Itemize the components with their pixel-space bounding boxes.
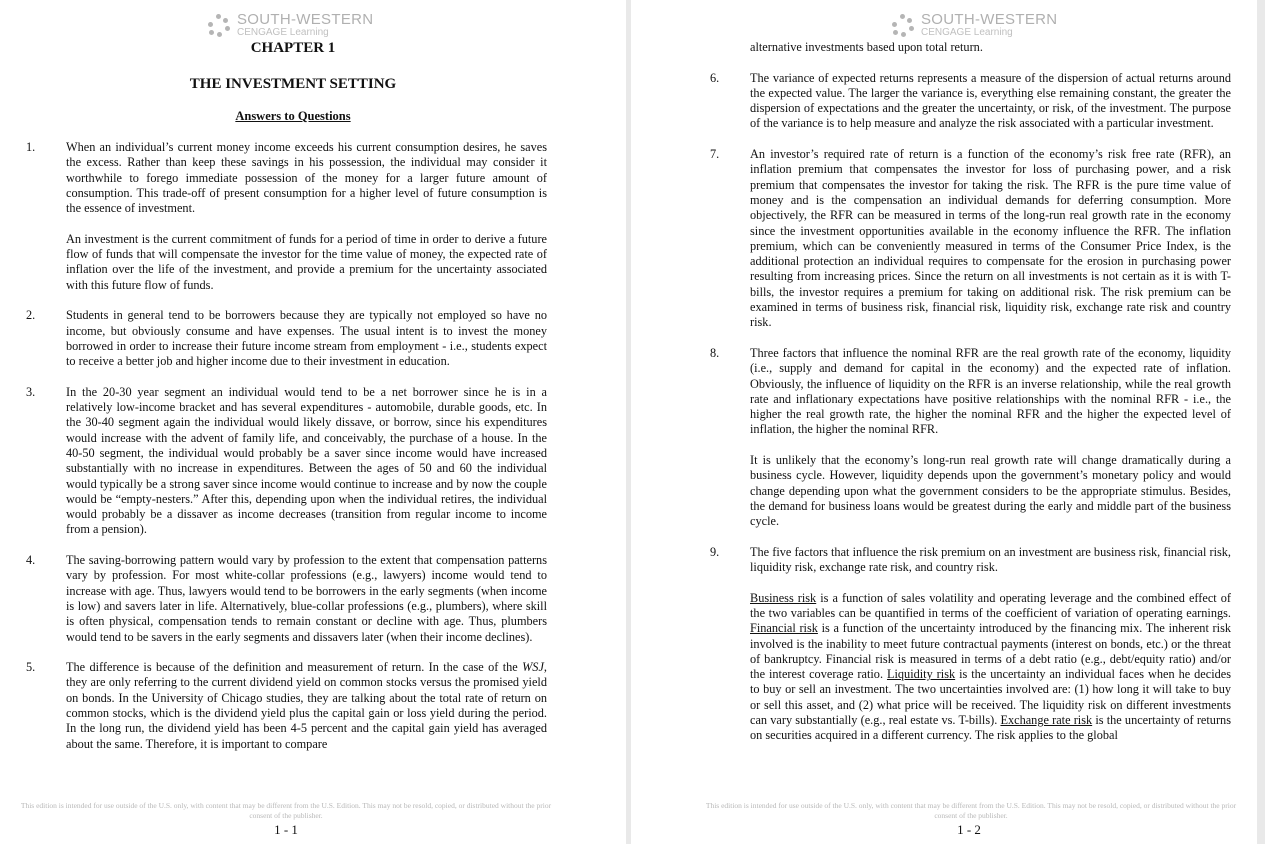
item-number: 6. [710, 70, 720, 85]
answer-item [26, 140, 547, 293]
item-number: 1. [26, 140, 36, 154]
answer-paragraph: An investor’s required rate of return is a function of the economy’s risk free rate (RFR), an inflation premium that compensates the investor for loss of purchasing power, and a risk premium that compensates the investor for taking the risk. The RFR is the pure time value of money and is the compensation an individual demands for deferring consumption. More objectively, the RFR can be measured in terms of the long-run real growth rate in the economy since the investment opportunities available in the economy influence the RFR. The inflation premium, which can be conveniently measured in terms of the Consumer Price Index, is the additional protection an individual requires to compensate for the erosion in purchasing power resulting from increasing prices. Since the return on all investments is not certain as it is with T-bills, the investor requires a premium for taking on additional risk. The risk premium can be examined in terms of business risk, financial risk, liquidity risk, exchange rate risk and country risk. [750, 147, 1231, 330]
answer-item [26, 553, 547, 645]
answer-paragraph: When an individual’s current money income exceeds his current consumption desires, he saves the excess. Rather than keep these savings in his possession, the individual may consider it worthwhile to forego immediate possession of the money for a larger future amount of consumption. This trade-off of present consumption for a higher level of future consumption is the essence of investment. [66, 140, 547, 216]
item-number: 2. [26, 308, 36, 323]
publisher-logo [890, 10, 1057, 40]
item-number: 9. [710, 544, 720, 559]
answer-item [710, 71, 1231, 132]
item-number: 8. [710, 345, 720, 360]
answer-paragraph: An investment is the current commitment of funds for a period of time in order to derive a future flow of funds that will compensate the investor for the time value of money, the expected rate of inflation over the life of the investment, and provide a premium for the uncertainty associated with this future flow of funds. [66, 231, 547, 292]
copyright-notice: This edition is intended for use outside of the U.S. only, with content that may be different from the U.S. Edition. This may not be resold, copied, or distributed without the prior consent of the publisher. [705, 801, 1237, 820]
logo-line-2: CENGAGE Learning [237, 27, 329, 38]
document-page-2 [631, 0, 1257, 844]
item-number: 7. [710, 147, 720, 162]
publication-name: WSJ [522, 660, 544, 675]
text-span: The difference is because of the definition and measurement of return. In the case of the [66, 660, 523, 675]
answer-paragraph: Students in general tend to be borrowers because they are typically not employed so have no income, but obviously consume and have expenses. The usual intent is to invest the money borrowed in order to increase their future income stream from employment - i.e., students expect to receive a better job and higher income due to their investment in education. [66, 308, 547, 369]
publisher-logo [206, 10, 373, 40]
logo-line-1: SOUTH-WESTERN [237, 11, 374, 28]
item-number: 3. [26, 384, 36, 399]
continued-paragraph: alternative investments based upon total return. [750, 40, 983, 54]
logo-mark-icon [206, 12, 232, 38]
answer-paragraph [66, 660, 547, 752]
page-number: 1 - 1 [274, 822, 298, 837]
answer-paragraph: In the 20-30 year segment an individual would tend to be a net borrower since he is in a relatively low-income bracket and has several expenditures - automobile, durable goods, etc. In the 30-40 segment again the individual would likely dissave, or borrow, since his expenditures would increase with the advent of family life, and conceivably, the purchase of a house. In the 40-50 segment, the individual would probably be a saver since income would have increased substantially with no increase in expenditures. Between the ages of 50 and 60 the individual would typically be a strong saver since income would continue to increase and by now the couple would be “empty-nesters.” After this, depending upon when the individual retires, the individual would probably be a dissaver as income decreases (transition from regular income to income from a pension). [66, 384, 547, 537]
answer-paragraph: It is unlikely that the economy’s long-run real growth rate will change dramatically during a business cycle. However, liquidity depends upon the government’s monetary policy and would change depending upon what the government considers to be the appropriate stimulus. Besides, the demand for business loans would be greatest during the early and middle part of the business cycle. [750, 453, 1231, 529]
answer-paragraph: Three factors that influence the nominal RFR are the real growth rate of the economy, liquidity (i.e., supply and demand for capital in the economy) and the expected rate of inflation. Obviously, the influence of liquidity on the RFR is an inverse relationship, while the real growth rate and inflationary expectations have positive relationships with the nominal RFR - i.e., the higher the real growth rate, the higher the nominal RFR and the higher the expected level of inflation, the higher the nominal RFR. [750, 345, 1231, 437]
logo-mark-icon [890, 12, 916, 38]
text-span: is a function of sales volatility and operating leverage and the combined effect of the two variables can be quantified in terms of the coefficient of variation of operating earnings. [750, 590, 1231, 620]
page-2-content [710, 40, 1231, 759]
section-subtitle: Answers to Questions [235, 109, 351, 123]
answer-paragraph: The saving-borrowing pattern would vary by profession to the extent that compensation patterns vary by profession. For most white-collar professions (e.g., lawyers) income would tend to increase with age. Thus, lawyers would tend to be borrowers in the early segments (when income is low) and savers later in life. Alternatively, blue-collar professions (e.g., plumbers), where skill is often physical, compensation tends to remain constant or decline with age. Thus, plumbers would tend to be savers in the early segments and dissavers later (when their income declines). [66, 553, 547, 644]
answer-item [26, 660, 547, 752]
page-1-content [26, 140, 547, 767]
text-span: , they are only referring to the current dividend yield on common stocks versus the promised yield on bonds. In the University of Chicago studies, they are talking about the total rate of return on common stocks, which is the dividend yield plus the capital gain or loss yield during the period. In the long run, the dividend yield has been 4-5 percent and the capital gain yield has averaged about the same. Therefore, it is important to compare [66, 660, 547, 751]
copyright-notice: This edition is intended for use outside of the U.S. only, with content that may be different from the U.S. Edition. This may not be resold, copied, or distributed without the prior consent of the publisher. [20, 801, 552, 820]
answer-item [26, 308, 547, 369]
answer-item [710, 545, 1231, 744]
answer-item [710, 147, 1231, 331]
answer-paragraph [750, 591, 1231, 744]
item-number: 4. [26, 553, 36, 568]
answer-item [26, 385, 547, 538]
logo-line-1: SOUTH-WESTERN [921, 11, 1058, 28]
term-exchange-rate-risk: Exchange rate risk [1000, 713, 1093, 728]
term-business-risk: Business risk [750, 590, 817, 605]
page-number: 1 - 2 [957, 822, 981, 837]
term-financial-risk: Financial risk [750, 621, 818, 636]
text-span: is the uncertainty of returns on securities acquired in a different currency. The risk applies to the global [750, 713, 1231, 743]
item-number: 5. [26, 660, 36, 675]
text-span: is the uncertainty an individual faces when he decides to buy or sell an investment. The two uncertainties involved are: (1) how long it will take to buy or sell this asset, and (2) what price will be received. The liquidity risk on different investments can vary substantially (e.g., real estate vs. T-bills). [750, 667, 1232, 728]
term-liquidity-risk: Liquidity risk [886, 667, 956, 682]
answer-item [710, 346, 1231, 530]
answer-paragraph: The five factors that influence the risk premium on an investment are business risk, financial risk, liquidity risk, exchange rate risk, and country risk. [750, 544, 1231, 575]
chapter-heading: CHAPTER 1 [250, 40, 336, 56]
chapter-title: THE INVESTMENT SETTING [189, 76, 397, 92]
document-page-1 [0, 0, 626, 844]
text-span: is a function of the uncertainty introduced by the financing mix. The inherent risk involved is the inability to meet future contractual payments (interest on bonds, etc.) or the threat of bankruptcy. Financial risk is measured in terms of a debt ratio (e.g., debt/equity ratio) and/or the interest coverage ratio. [750, 621, 1232, 682]
answer-paragraph: The variance of expected returns represents a measure of the dispersion of actual returns around the expected value. The larger the variance is, everything else remaining constant, the greater the dispersion of expectations and the greater the uncertainty, or risk, of the investment. The purpose of the variance is to help measure and analyze the risk associated with a particular investment. [750, 70, 1231, 131]
logo-line-2: CENGAGE Learning [921, 27, 1013, 38]
